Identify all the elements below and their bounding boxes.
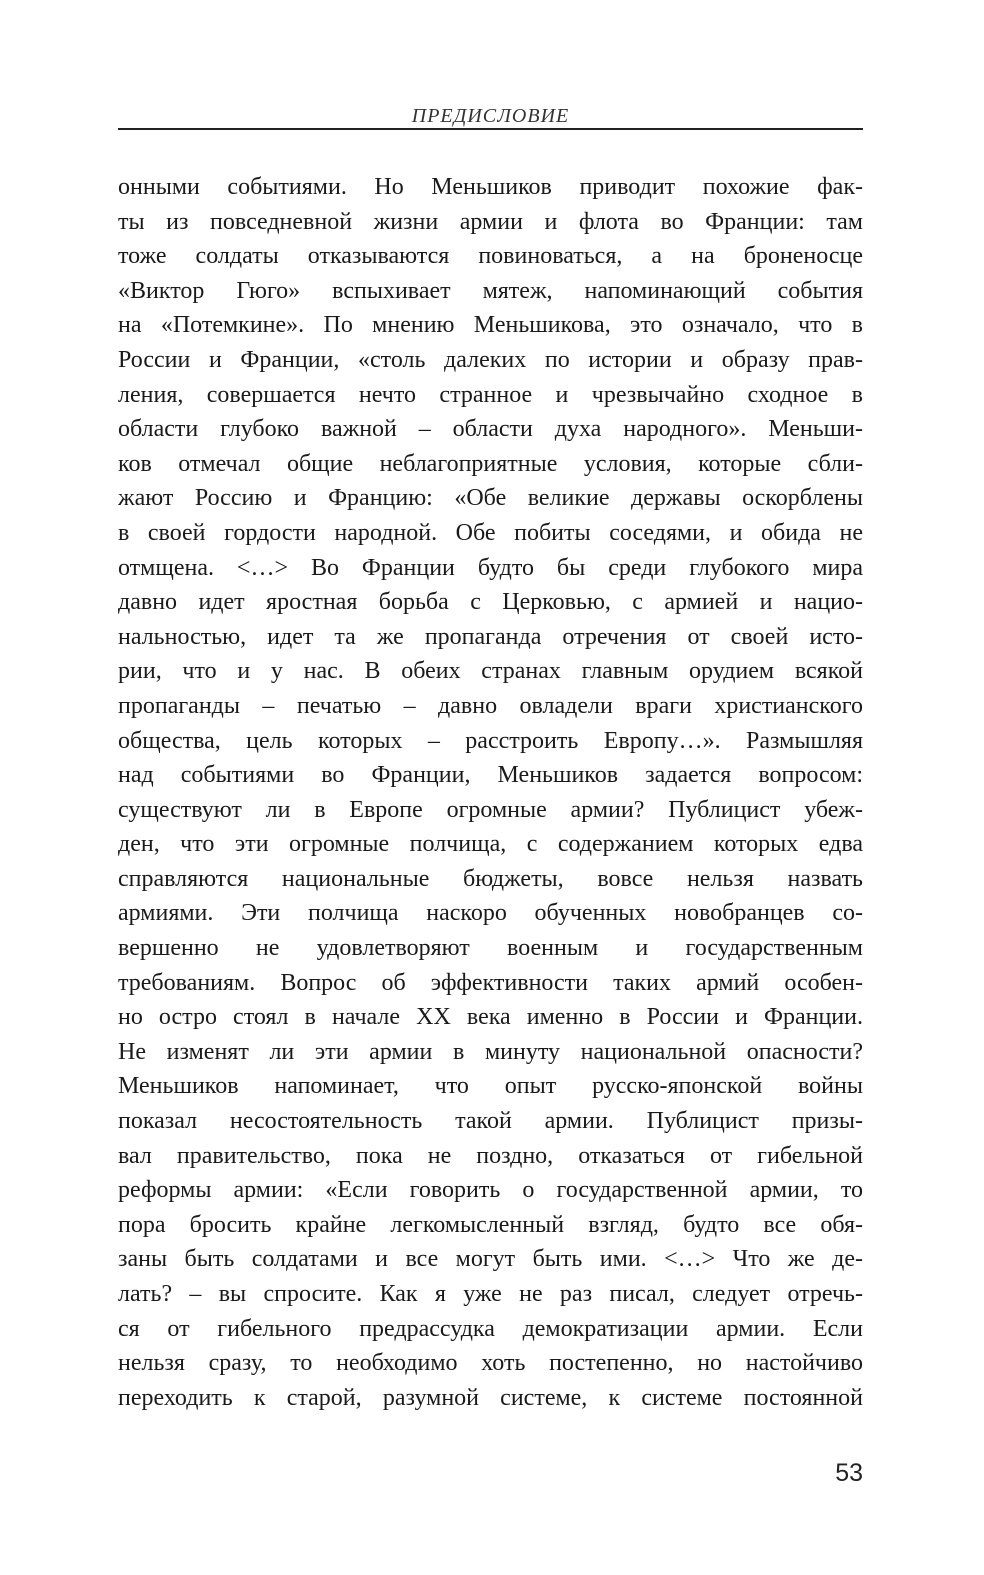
text-line: справляются национальные бюджеты, вовсе нельзя назвать — [118, 865, 863, 892]
page-number: 53 — [835, 1459, 863, 1487]
text-line: существуют ли в Европе огромные армии? Публицист убеж- — [118, 796, 863, 823]
text-line: в своей гордости народной. Обе побиты соседями, и обида не — [118, 519, 863, 546]
text-line: области глубоко важной – области духа народного». Меньши- — [118, 416, 863, 443]
text-line: России и Франции, «столь далеких по истории и образу прав- — [118, 346, 863, 373]
text-line: рии, что и у нас. В обеих странах главным орудием всякой — [118, 658, 863, 685]
text-line: вершенно не удовлетворяют военным и государственным — [118, 935, 863, 962]
text-line: ден, что эти огромные полчища, с содержанием которых едва — [118, 831, 863, 858]
text-line: «Виктор Гюго» вспыхивает мятеж, напоминающий события — [118, 277, 863, 304]
text-line: Меньшиков напоминает, что опыт русско-японской войны — [118, 1073, 863, 1100]
text-line: лать? – вы спросите. Как я уже не раз писал, следует отречь- — [118, 1281, 863, 1307]
text-line: давно идет яростная борьба с Церковью, с армией и нацио- — [118, 589, 863, 616]
text-line: ты из повседневной жизни армии и флота во Франции: там — [118, 208, 863, 235]
text-line: ся от гибельного предрассудка демократизации армии. Если — [118, 1315, 863, 1342]
body-text — [118, 170, 863, 1415]
text-line: пропаганды – печатью – давно овладели враги христианского — [118, 692, 863, 719]
text-line: общества, цель которых – расстроить Европу…». Размышляя — [118, 727, 863, 754]
text-line: на «Потемкине». По мнению Меньшикова, это означало, что в — [118, 312, 863, 339]
text-line: ков отмечал общие неблагоприятные условия, которые сбли- — [118, 450, 863, 477]
text-line: ления, совершается нечто странное и чрезвычайно сходное в — [118, 381, 863, 408]
text-line: жают Россию и Францию: «Обе великие державы оскорблены — [118, 485, 863, 512]
text-line: нельзя сразу, то необходимо хоть постепенно, но настойчиво — [118, 1350, 863, 1377]
text-line: переходить к старой, разумной системе, к системе постоянной — [118, 1384, 863, 1411]
text-line: отмщена. <…> Во Франции будто бы среди глубокого мира — [118, 554, 863, 581]
text-line: показал несостоятельность такой армии. Публицист призы- — [118, 1108, 863, 1135]
running-head: ПРЕДИСЛОВИЕ — [411, 105, 570, 127]
text-line: реформы армии: «Если говорить о государственной армии, то — [118, 1177, 863, 1204]
text-line: Не изменят ли эти армии в минуту национальной опасности? — [118, 1038, 863, 1065]
text-line: заны быть солдатами и все могут быть ими. <…> Что же де- — [118, 1246, 863, 1273]
text-line: но остро стоял в начале XX века именно в России и Франции. — [118, 1004, 863, 1031]
text-line: армиями. Эти полчища наскоро обученных новобранцев со- — [118, 900, 863, 927]
text-line: пора бросить крайне легкомысленный взгляд, будто все обя- — [118, 1211, 863, 1238]
text-line: онными событиями. Но Меньшиков приводит похожие фак- — [118, 174, 863, 200]
header-rule — [118, 128, 863, 130]
text-line: тоже солдаты отказываются повиноваться, а на броненосце — [118, 243, 863, 270]
text-line: нальностью, идет та же пропаганда отречения от своей исто- — [118, 623, 863, 650]
text-line: требованиям. Вопрос об эффективности таких армий особен- — [118, 969, 863, 996]
text-line: вал правительство, пока не поздно, отказаться от гибельной — [118, 1142, 863, 1169]
text-line: над событиями во Франции, Меньшиков задается вопросом: — [118, 762, 863, 789]
